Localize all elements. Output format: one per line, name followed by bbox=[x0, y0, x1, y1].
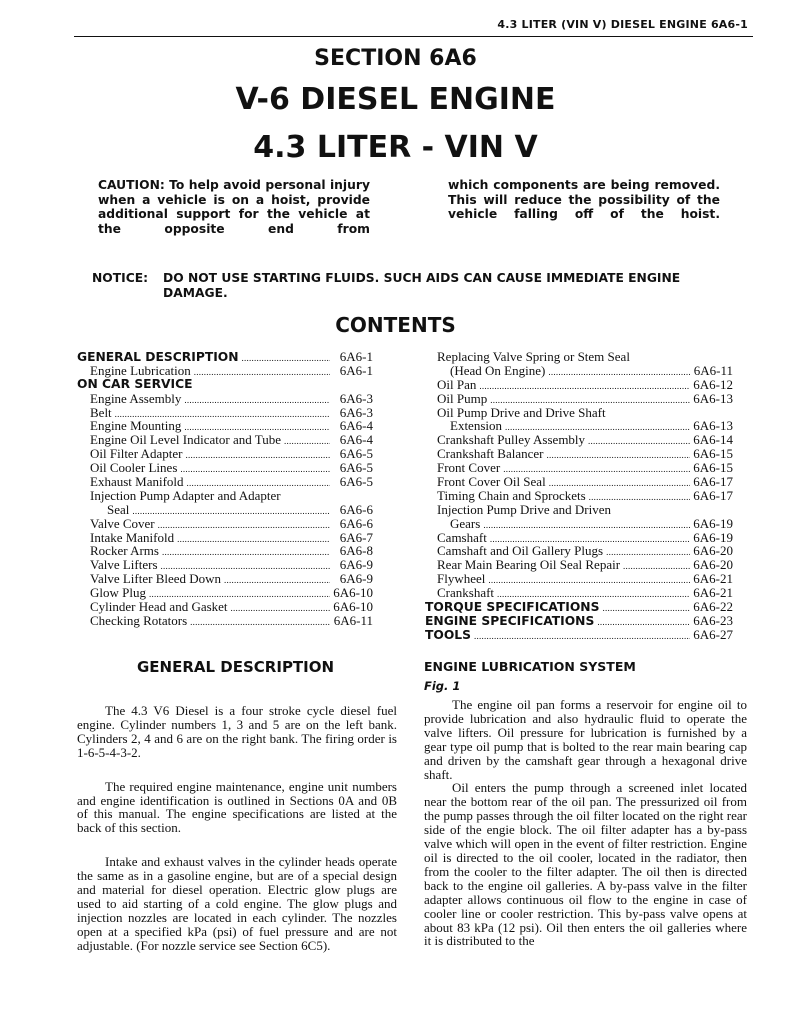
toc-entry[interactable]: Injection Pump Adapter and Adapter bbox=[90, 487, 281, 503]
toc-entry[interactable]: Rocker Arms . . . 6A6-8 bbox=[77, 544, 373, 558]
toc-entry[interactable]: Valve Lifter Bleed Down . . . 6A6-9 bbox=[77, 572, 373, 586]
body-paragraph: The engine oil pan forms a reservoir for engine oil to provide lubrication and also hydraulic fluid to operate the valve lifters. Oil pressure for lubrication is furnished by a gear type oil pump that is bolted to the rear main bearing cap and driven by the camshaft gear through a hexagonal drive shaft. bbox=[424, 697, 747, 782]
toc-entry[interactable]: Belt . . . 6A6-3 bbox=[77, 406, 373, 420]
body-paragraph: The 4.3 V6 Diesel is a four stroke cycle diesel fuel engine. Cylinder numbers 1, 3 and 5 are on the left bank. Cylinders 2, 4 and 6 are on the right bank. The firing order is 1-6-5-4-3-2. bbox=[77, 703, 397, 760]
header-rule bbox=[74, 36, 753, 37]
toc-entry[interactable]: Engine Lubrication . . . 6A6-1 bbox=[77, 364, 373, 378]
toc-right-column bbox=[425, 349, 733, 642]
figure-reference: Fig. 1 bbox=[424, 679, 461, 693]
toc-entry[interactable]: Front Cover . . . 6A6-15 bbox=[437, 461, 733, 475]
toc-left-column bbox=[77, 350, 373, 628]
toc-entry[interactable]: Engine Mounting . . . 6A6-4 bbox=[77, 419, 373, 433]
toc-entry[interactable]: GENERAL DESCRIPTION . . . 6A6-1 bbox=[77, 350, 373, 364]
toc-entry[interactable]: Camshaft . . . 6A6-19 bbox=[437, 531, 733, 545]
toc-entry[interactable]: Camshaft and Oil Gallery Plugs . . . 6A6-20 bbox=[437, 544, 733, 558]
toc-entry[interactable]: Glow Plug . . . 6A6-10 bbox=[77, 586, 373, 600]
toc-entry[interactable]: Gears . . . 6A6-19 bbox=[437, 517, 733, 531]
toc-entry[interactable]: Extension . . . 6A6-13 bbox=[437, 419, 733, 433]
toc-entry[interactable]: Crankshaft . . . 6A6-21 bbox=[437, 586, 733, 600]
running-header: 4.3 LITER (VIN V) DIESEL ENGINE 6A6-1 bbox=[497, 18, 748, 31]
general-description-body bbox=[77, 704, 397, 953]
toc-entry[interactable]: Replacing Valve Spring or Stem Seal bbox=[437, 349, 630, 364]
engine-lubrication-heading: ENGINE LUBRICATION SYSTEM bbox=[424, 659, 636, 674]
body-paragraph: Oil enters the pump through a screened inlet located near the bottom rear of the oil pan. The pressurized oil from the pump passes through the oil filter located on the right rear side of the engie block. The oil filter adapter has a by-pass valve which will open in the event of filter restriction. Engine oil is directed to the oil cooler, located in the radiator, then from the cooler to the filter adapter. The oil then is directed back to the engine oil galleries. A by-pass valve in the filter adapter allows continuous oil flow to the engine in case of cooler line or cooler restriction. This by-pass valve opens at about 83 kPa (12 psi). Oil then enters the oil galleries where it is distributed to the bbox=[424, 780, 747, 949]
toc-section-heading[interactable]: ON CAR SERVICE bbox=[77, 376, 193, 391]
toc-entry[interactable]: Engine Assembly . . . 6A6-3 bbox=[77, 392, 373, 406]
toc-entry[interactable]: TOOLS . . . 6A6-27 bbox=[425, 628, 733, 642]
caution-text-left: CAUTION: To help avoid personal injury when a vehicle is on a hoist, provide additional support for the vehicle at the opposite end from bbox=[98, 178, 370, 236]
toc-entry[interactable]: Rear Main Bearing Oil Seal Repair . . . 6A6-20 bbox=[437, 558, 733, 572]
toc-entry[interactable]: (Head On Engine) . . . 6A6-11 bbox=[437, 364, 733, 378]
toc-entry[interactable]: Engine Oil Level Indicator and Tube . . . 6A6-4 bbox=[77, 433, 373, 447]
toc-entry[interactable]: Oil Cooler Lines . . . 6A6-5 bbox=[77, 461, 373, 475]
engine-lubrication-body bbox=[424, 698, 747, 948]
toc-entry[interactable]: Timing Chain and Sprockets . . . 6A6-17 bbox=[437, 489, 733, 503]
toc-entry[interactable]: ENGINE SPECIFICATIONS . . . 6A6-23 bbox=[425, 614, 733, 628]
notice-label: NOTICE: bbox=[92, 271, 149, 285]
toc-entry[interactable]: Oil Filter Adapter . . . 6A6-5 bbox=[77, 447, 373, 461]
section-title: SECTION 6A6 bbox=[314, 46, 477, 71]
toc-entry[interactable]: Injection Pump Drive and Driven bbox=[437, 501, 612, 517]
caution-text-right: which components are being removed. This will reduce the possibility of the vehicle falling off of the hoist. bbox=[448, 178, 720, 222]
toc-entry[interactable]: Front Cover Oil Seal . . . 6A6-17 bbox=[437, 475, 733, 489]
toc-entry[interactable]: Oil Pump Drive and Drive Shaft bbox=[437, 404, 606, 420]
toc-entry[interactable]: Oil Pan . . . 6A6-12 bbox=[437, 378, 733, 392]
toc-entry[interactable]: Intake Manifold . . . 6A6-7 bbox=[77, 531, 373, 545]
general-description-heading: GENERAL DESCRIPTION bbox=[137, 658, 335, 676]
toc-entry[interactable]: Exhaust Manifold . . . 6A6-5 bbox=[77, 475, 373, 489]
toc-entry[interactable]: Valve Lifters . . . 6A6-9 bbox=[77, 558, 373, 572]
toc-entry[interactable]: Flywheel . . . 6A6-21 bbox=[437, 572, 733, 586]
notice-text: DO NOT USE STARTING FLUIDS. SUCH AIDS CAN CAUSE IMMEDIATE ENGINE DAMAGE. bbox=[163, 271, 681, 300]
toc-entry[interactable]: Crankshaft Balancer . . . 6A6-15 bbox=[437, 447, 733, 461]
toc-entry[interactable]: Checking Rotators . . . 6A6-11 bbox=[77, 614, 373, 628]
toc-entry[interactable]: Oil Pump . . . 6A6-13 bbox=[437, 392, 733, 406]
body-paragraph: The required engine maintenance, engine unit numbers and engine identification is outlined in Sections 0A and 0B of this manual. The engine specifications are listed at the back of this section. bbox=[77, 778, 397, 836]
liter-title: 4.3 LITER - VIN V bbox=[253, 130, 538, 165]
toc-entry[interactable]: Seal . . . 6A6-6 bbox=[77, 503, 373, 517]
toc-entry[interactable]: Cylinder Head and Gasket . . . 6A6-10 bbox=[77, 600, 373, 614]
toc-entry[interactable]: Valve Cover . . . 6A6-6 bbox=[77, 517, 373, 531]
toc-entry[interactable]: TORQUE SPECIFICATIONS . . . 6A6-22 bbox=[425, 600, 733, 614]
contents-title: CONTENTS bbox=[335, 313, 456, 337]
body-paragraph: Intake and exhaust valves in the cylinder heads operate the same as in a gasoline engine, but are of a special design and material for diesel operation. Electric glow plugs are used to aid starting of a cold engine. The glow plugs and injection nozzles are located in each cylinder. The nozzles open at a specified kPa (psi) of fuel pressure and are not adjustable. (For nozzle service see Section 6C5). bbox=[77, 854, 397, 953]
toc-entry[interactable]: Crankshaft Pulley Assembly . . . 6A6-14 bbox=[437, 433, 733, 447]
engine-title: V-6 DIESEL ENGINE bbox=[235, 82, 556, 117]
